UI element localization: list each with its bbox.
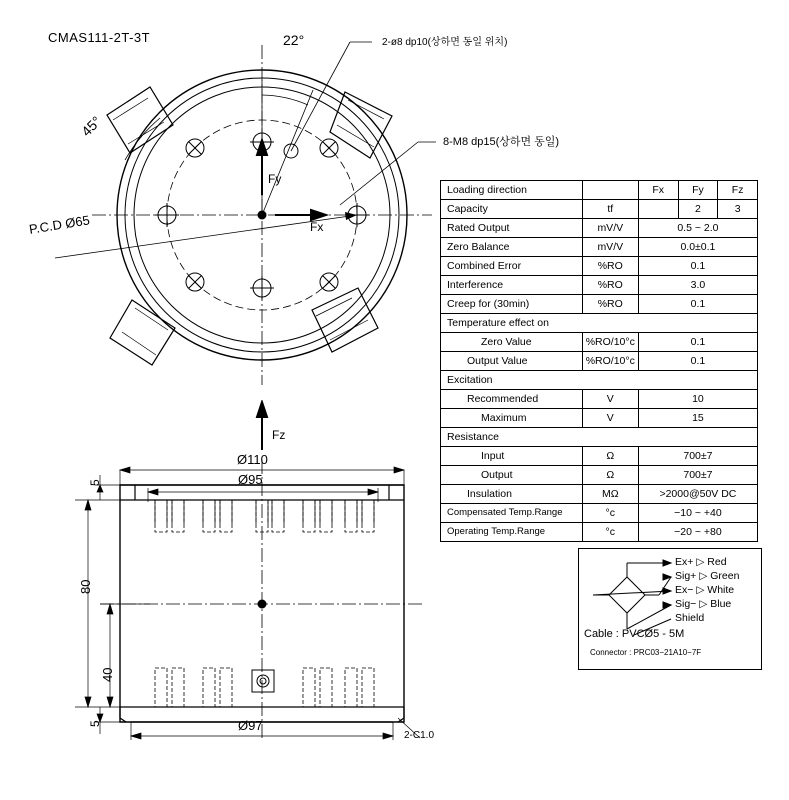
row-label: Zero Balance bbox=[441, 238, 583, 257]
row-value-fy: 2 bbox=[678, 200, 718, 219]
wire-ex-plus bbox=[675, 556, 727, 568]
row-label: Excitation bbox=[441, 371, 758, 390]
row-label: Recommended bbox=[441, 390, 583, 409]
row-value: 0.0±0.1 bbox=[638, 238, 757, 257]
wire-label: Sig+ bbox=[675, 570, 697, 582]
row-label: Output bbox=[441, 466, 583, 485]
table-row bbox=[441, 523, 758, 542]
table-row bbox=[441, 466, 758, 485]
wire-ex-minus bbox=[675, 584, 734, 596]
dim-d95: Ø95 bbox=[238, 472, 263, 487]
table-row bbox=[441, 352, 758, 371]
row-value: −20 ~ +80 bbox=[638, 523, 757, 542]
wire-label: Sig− bbox=[675, 598, 697, 610]
wire-label: Ex− bbox=[675, 584, 694, 596]
wire-sig-plus bbox=[675, 570, 739, 582]
row-value: 3.0 bbox=[638, 276, 757, 295]
axis-fz-label: Fz bbox=[272, 428, 286, 442]
row-unit: °c bbox=[582, 523, 638, 542]
table-row bbox=[441, 447, 758, 466]
table-row bbox=[441, 295, 758, 314]
row-value-fx bbox=[638, 200, 678, 219]
row-unit: %RO bbox=[582, 295, 638, 314]
callout-dowel-holes: 2-ø8 dp10(상하면 동일 위치) bbox=[382, 37, 508, 48]
table-header-row bbox=[441, 181, 758, 200]
angle-45-label: 45° bbox=[78, 113, 105, 140]
row-label: Compensated Temp.Range bbox=[441, 504, 583, 523]
wire-color: ▷ Blue bbox=[699, 598, 732, 610]
row-label: Combined Error bbox=[441, 257, 583, 276]
drawing-title: CMAS111-2T-3T bbox=[48, 30, 151, 45]
row-unit: MΩ bbox=[582, 485, 638, 504]
row-unit: V bbox=[582, 390, 638, 409]
table-row bbox=[441, 504, 758, 523]
row-value: −10 ~ +40 bbox=[638, 504, 757, 523]
angle-22-label: 22° bbox=[283, 32, 305, 48]
row-label: Interference bbox=[441, 276, 583, 295]
dim-5-top: 5 bbox=[88, 479, 102, 486]
row-label: Temperature effect on bbox=[441, 314, 758, 333]
row-label: Output Value bbox=[441, 352, 583, 371]
row-value: 0.1 bbox=[638, 257, 757, 276]
row-unit: %RO bbox=[582, 257, 638, 276]
cable-spec: Cable : PVCØ5 - 5M bbox=[584, 628, 685, 640]
row-unit: %RO bbox=[582, 276, 638, 295]
row-label: Zero Value bbox=[441, 333, 583, 352]
axis-fy-label: Fy bbox=[268, 172, 282, 186]
wire-color: ▷ Green bbox=[699, 570, 740, 582]
wire-label: Ex+ bbox=[675, 556, 694, 568]
row-unit: V bbox=[582, 409, 638, 428]
row-value: 0.1 bbox=[638, 352, 757, 371]
pcd-label: P.C.D Ø65 bbox=[28, 212, 91, 237]
row-label: Maximum bbox=[441, 409, 583, 428]
wire-shield: Shield bbox=[675, 612, 705, 624]
chamfer-note: 2-C1.0 bbox=[404, 730, 435, 741]
table-row bbox=[441, 200, 758, 219]
row-unit: °c bbox=[582, 504, 638, 523]
axis-fx-label: Fx bbox=[310, 220, 324, 234]
row-unit: %RO/10°c bbox=[582, 333, 638, 352]
header-unit bbox=[582, 181, 638, 200]
dim-5-bottom: 5 bbox=[88, 720, 102, 727]
table-row bbox=[441, 276, 758, 295]
table-section-row bbox=[441, 371, 758, 390]
table-section-row bbox=[441, 314, 758, 333]
table-row bbox=[441, 257, 758, 276]
row-value: 10 bbox=[638, 390, 757, 409]
callout-thread-holes: 8-M8 dp15(상하면 동일) bbox=[443, 136, 560, 148]
row-label: Capacity bbox=[441, 200, 583, 219]
header-fz: Fz bbox=[718, 181, 758, 200]
dim-d97: Ø97 bbox=[238, 718, 263, 733]
dim-40: 40 bbox=[100, 667, 115, 682]
row-label: Rated Output bbox=[441, 219, 583, 238]
table-row bbox=[441, 390, 758, 409]
connector-spec: Connector : PRC03−21A10−7F bbox=[590, 648, 702, 657]
row-unit: mV/V bbox=[582, 238, 638, 257]
row-unit: Ω bbox=[582, 466, 638, 485]
table-row bbox=[441, 409, 758, 428]
row-value: 0.1 bbox=[638, 295, 757, 314]
row-value: 700±7 bbox=[638, 447, 757, 466]
table-section-row bbox=[441, 428, 758, 447]
wire-color: ▷ Red bbox=[696, 556, 727, 568]
row-label: Insulation bbox=[441, 485, 583, 504]
header-loading-direction: Loading direction bbox=[441, 181, 583, 200]
row-unit: %RO/10°c bbox=[582, 352, 638, 371]
wire-color: ▷ White bbox=[696, 584, 735, 596]
header-fx: Fx bbox=[638, 181, 678, 200]
row-value-fz: 3 bbox=[718, 200, 758, 219]
row-value: >2000@50V DC bbox=[638, 485, 757, 504]
table-row bbox=[441, 333, 758, 352]
header-fy: Fy bbox=[678, 181, 718, 200]
dim-d110: Ø110 bbox=[237, 452, 268, 467]
row-label: Input bbox=[441, 447, 583, 466]
table-row bbox=[441, 485, 758, 504]
row-label: Operating Temp.Range bbox=[441, 523, 583, 542]
row-unit: Ω bbox=[582, 447, 638, 466]
dim-80: 80 bbox=[78, 579, 93, 594]
row-value: 700±7 bbox=[638, 466, 757, 485]
row-value: 0.5 ~ 2.0 bbox=[638, 219, 757, 238]
wire-sig-minus bbox=[675, 598, 731, 610]
row-unit: tf bbox=[582, 200, 638, 219]
row-unit: mV/V bbox=[582, 219, 638, 238]
row-value: 15 bbox=[638, 409, 757, 428]
front-view-drawing bbox=[0, 400, 440, 760]
table-row bbox=[441, 219, 758, 238]
row-label: Resistance bbox=[441, 428, 758, 447]
table-row bbox=[441, 238, 758, 257]
row-value: 0.1 bbox=[638, 333, 757, 352]
specification-table bbox=[440, 180, 758, 542]
row-label: Creep for (30min) bbox=[441, 295, 583, 314]
